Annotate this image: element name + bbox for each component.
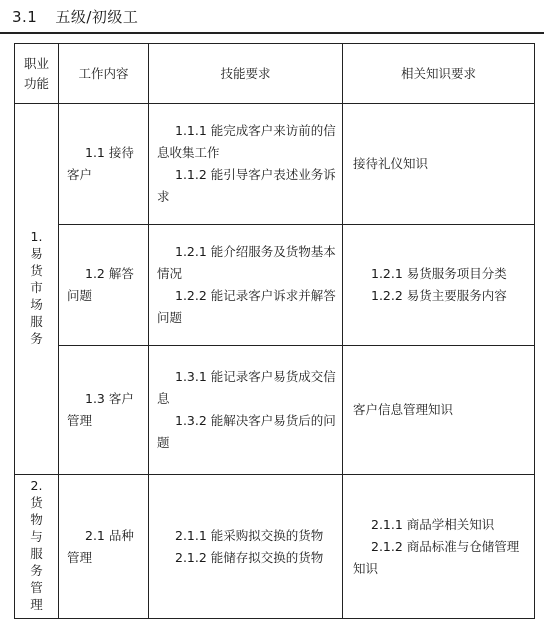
function-label: 2. 货物与服务管理 — [30, 478, 43, 612]
work-cell — [59, 104, 149, 225]
skill-cell — [149, 225, 343, 346]
header-knowledge: 相关知识要求 — [343, 44, 535, 104]
work-cell — [59, 475, 149, 619]
skill-item: 2.1.1 能采购拟交换的货物 — [175, 527, 324, 543]
work-label: 2.1 品种管理 — [67, 527, 134, 565]
knowledge-cell — [343, 225, 535, 346]
header-function: 职业功能 — [15, 44, 59, 104]
header-row — [15, 44, 535, 104]
skill-item: 1.1.2 能引导客户表述业务诉求 — [157, 167, 336, 204]
function-cell-1 — [15, 104, 59, 475]
work-cell — [59, 225, 149, 346]
skill-item: 1.2.1 能介绍服务及货物基本情况 — [157, 244, 336, 281]
section-heading — [12, 6, 138, 27]
table-row — [15, 346, 535, 475]
knowledge-item: 客户信息管理知识 — [353, 402, 454, 417]
knowledge-item: 接待礼仪知识 — [353, 156, 429, 171]
header-work: 工作内容 — [59, 44, 149, 104]
function-cell-2 — [15, 475, 59, 619]
skill-cell — [149, 475, 343, 619]
work-label: 1.1 接待客户 — [67, 145, 134, 182]
work-label: 1.2 解答问题 — [67, 266, 134, 303]
skill-item: 2.1.2 能储存拟交换的货物 — [175, 549, 324, 565]
skill-item: 1.2.2 能记录客户诉求并解答问题 — [157, 288, 336, 325]
skill-cell — [149, 104, 343, 225]
table-row — [15, 104, 535, 225]
function-label: 1. 易货市场服务 — [30, 229, 43, 346]
knowledge-cell — [343, 475, 535, 619]
knowledge-cell — [343, 346, 535, 475]
table-row — [15, 475, 535, 619]
knowledge-cell — [343, 104, 535, 225]
knowledge-item: 2.1.1 商品学相关知识 — [371, 516, 495, 532]
knowledge-item: 2.1.2 商品标准与仓储管理知识 — [353, 538, 520, 576]
knowledge-item: 1.2.1 易货服务项目分类 — [371, 266, 507, 281]
skill-item: 1.3.1 能记录客户易货成交信息 — [157, 369, 336, 406]
heading-rule — [0, 32, 544, 34]
work-cell — [59, 346, 149, 475]
header-skill: 技能要求 — [149, 44, 343, 104]
skill-item: 1.3.2 能解决客户易货后的问题 — [157, 413, 336, 450]
knowledge-item: 1.2.2 易货主要服务内容 — [371, 288, 507, 303]
skill-item: 1.1.1 能完成客户来访前的信息收集工作 — [157, 123, 336, 160]
section-number: 3.1 — [12, 8, 38, 26]
skill-standard-table — [14, 43, 535, 619]
table-row — [15, 225, 535, 346]
skill-cell — [149, 346, 343, 475]
work-label: 1.3 客户管理 — [67, 391, 134, 428]
section-title: 五级/初级工 — [55, 8, 139, 26]
